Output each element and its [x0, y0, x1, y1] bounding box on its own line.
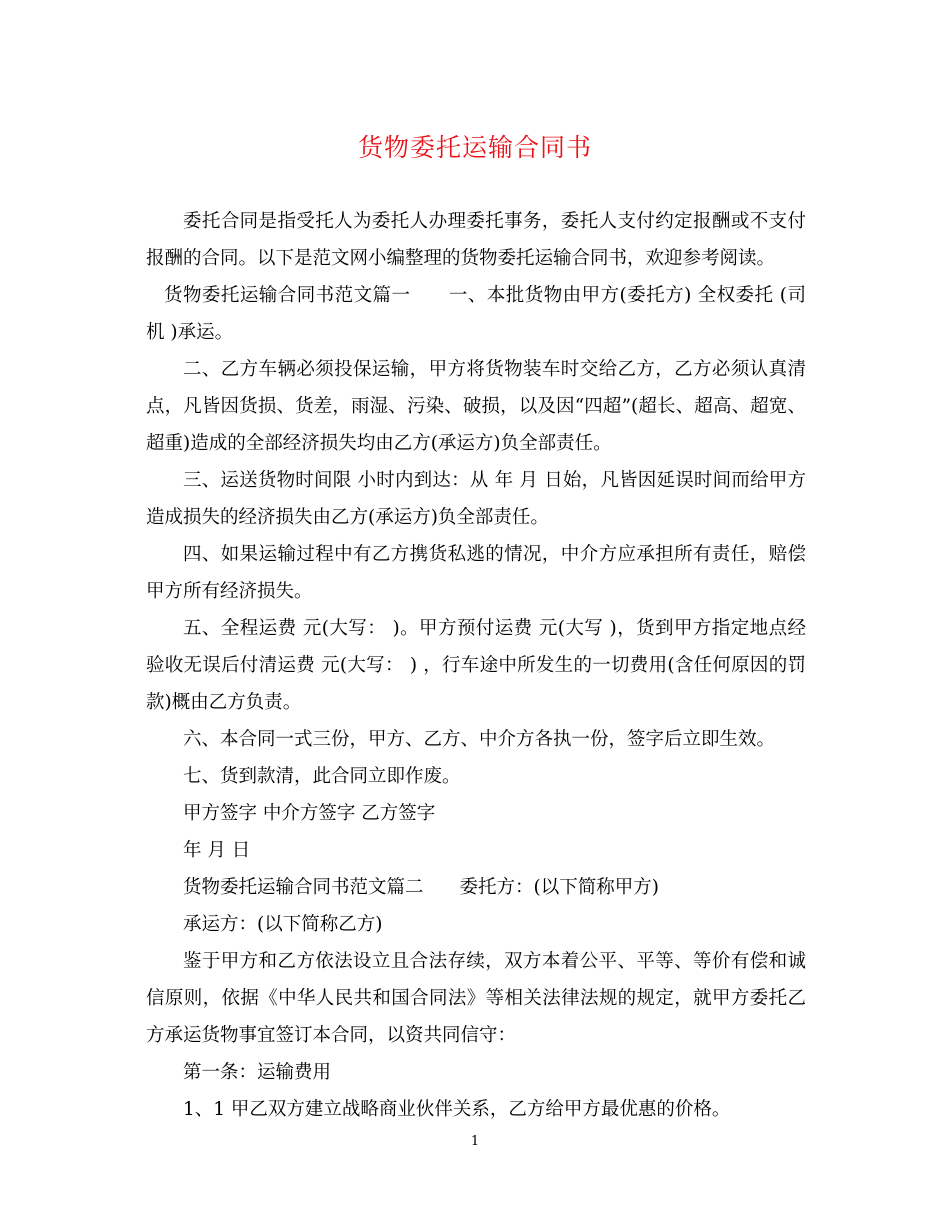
preamble-paragraph: 鉴于甲方和乙方依法设立且合法存续，双方本着公平、平等、等价有偿和诚信原则，依据《中华人民共和国合同法》等相关法律法规的规定，就甲方委托乙方承运货物事宜签订本合同，以资共同信守：: [146, 951, 806, 1046]
clause-seven: 七、货到款清，此合同立即作废。: [183, 766, 461, 787]
clause-one: 一、本批货物由甲方(委托方) 全权委托 (司机 )承运。: [146, 285, 806, 343]
clause-six: 六、本合同一式三份，甲方、乙方、中介方各执一份，签字后立即生效。: [183, 729, 776, 750]
sample-two-paragraph: [146, 869, 806, 906]
date-line: 年 月 日: [183, 840, 251, 861]
clause-three: 三、运送货物时间限 小时内到达：从 年 月 日始，凡皆因延误时间而给甲方造成损失的经济损失由乙方(承运方)负全部责任。: [146, 470, 806, 528]
signature-line: 甲方签字 中介方签字 乙方签字: [183, 803, 436, 824]
sample-one-heading: 货物委托运输合同书范文篇一: [164, 285, 411, 306]
document-title: 货物委托运输合同书: [357, 133, 592, 162]
intro-paragraph: 委托合同是指受托人为委托人办理委托事务，委托人支付约定报酬或不支付报酬的合同。以下是范文网小编整理的货物委托运输合同书，欢迎参考阅读。: [146, 211, 806, 269]
page-number: 1: [470, 1134, 480, 1149]
article-one-item-one: 1、1 甲乙双方建立战略商业伙伴关系，乙方给甲方最优惠的价格。: [183, 1099, 731, 1120]
sample-two-heading: 货物委托运输合同书范文篇二: [183, 877, 424, 898]
carrier-line: 承运方：(以下简称乙方): [183, 914, 383, 935]
clause-five: 五、全程运费 元(大写： )。甲方预付运费 元(大写 )，货到甲方指定地点经验收无误后付清运费 元(大写： ) ，行车途中所发生的一切费用(含任何原因的罚款)概由乙方负责。: [146, 618, 806, 713]
client-line: 委托方：(以下简称甲方): [459, 877, 659, 898]
sample-one-paragraph: [146, 277, 806, 351]
clause-two: 二、乙方车辆必须投保运输，甲方将货物装车时交给乙方，乙方必须认真清点，凡皆因货损、货差，雨湿、污染、破损，以及因“四超”(超长、超高、超宽、超重)造成的全部经济损失均由乙方(承运方)负全部责任。: [146, 359, 806, 454]
document-body: [146, 203, 806, 1128]
article-one-heading: 第一条：运输费用: [183, 1062, 332, 1083]
clause-four: 四、如果运输过程中有乙方携货私逃的情况，中介方应承担所有责任，赔偿甲方所有经济损失。: [146, 544, 806, 602]
